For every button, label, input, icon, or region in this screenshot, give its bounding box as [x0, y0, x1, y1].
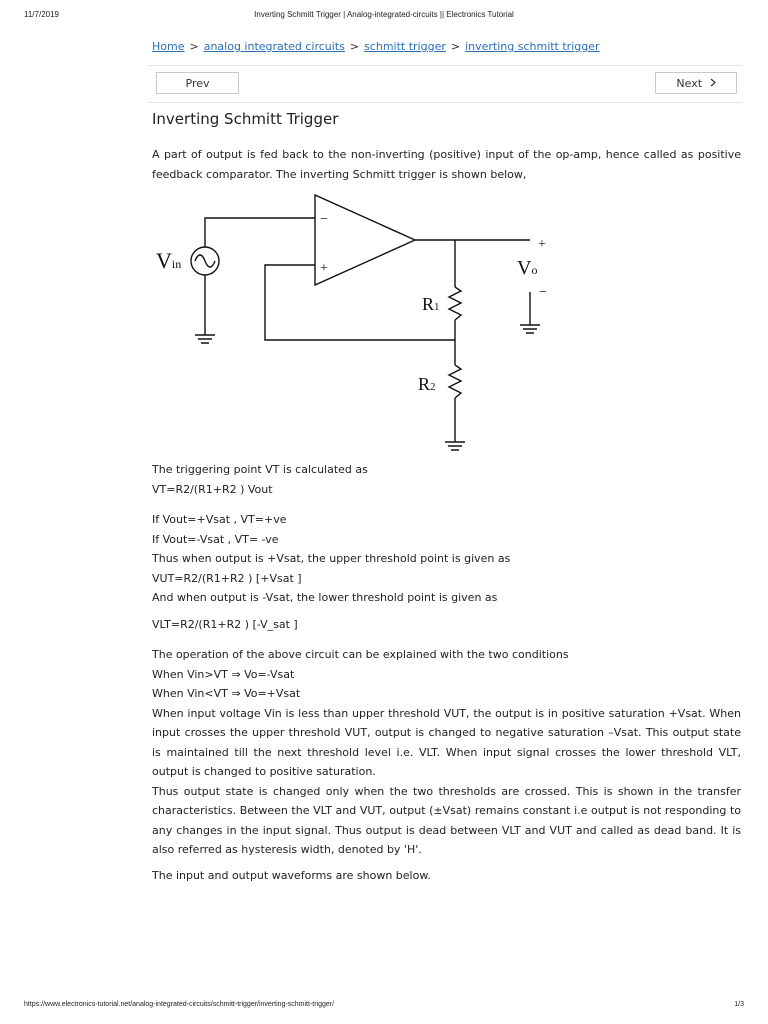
text-line: If Vout=+Vsat , VT=+ve: [152, 513, 287, 526]
text-line: Thus when output is +Vsat, the upper threshold point is given as: [152, 552, 511, 565]
print-page-number: 1/3: [734, 1001, 744, 1008]
inverting-schmitt-trigger-circuit-diagram: [150, 190, 560, 455]
breadcrumb-separator: >: [349, 40, 360, 53]
breadcrumb-inverting-schmitt-trigger[interactable]: inverting schmitt trigger: [465, 40, 600, 53]
next-button[interactable]: [655, 72, 737, 94]
page-title: Inverting Schmitt Trigger: [152, 110, 339, 128]
opamp-plus-label: +: [320, 261, 328, 276]
vlt-formula: [152, 615, 741, 635]
ground-symbol: [520, 325, 540, 333]
prev-label: Prev: [185, 77, 210, 90]
r2-resistor-symbol: [449, 365, 461, 398]
breadcrumb-separator: >: [189, 40, 199, 53]
breadcrumb-home[interactable]: Home: [152, 40, 185, 53]
text-line: The input and output waveforms are shown below.: [152, 869, 431, 882]
threshold-section: [152, 510, 741, 608]
opamp-minus-label: −: [320, 212, 328, 227]
print-date: 11/7/2019: [24, 10, 59, 19]
ground-symbol: [195, 335, 215, 343]
text-line: When Vin>VT ⇒ Vo=-Vsat: [152, 667, 295, 681]
r1-label: R1: [422, 294, 440, 314]
formula-line: VUT=R2/(R1+R2 ) [+Vsat ]: [152, 571, 302, 585]
print-url: https://www.electronics-tutorial.net/analog-integrated-circuits/schmitt-trigger/inverting-schmitt-trigger/: [24, 1001, 335, 1008]
r1-resistor-symbol: [449, 287, 461, 320]
formula-line: VLT=R2/(R1+R2 ) [-V_sat ]: [152, 618, 298, 631]
intro-text: A part of output is fed back to the non-inverting (positive) input of the op-amp, hence called as positive feedback comparator. The inverting Schmitt trigger is shown below,: [152, 148, 741, 181]
text-line: When Vin<VT ⇒ Vo=+Vsat: [152, 687, 301, 700]
breadcrumb-separator: >: [450, 40, 461, 53]
sine-symbol: [195, 255, 215, 267]
text-line: The triggering point VT is calculated as: [152, 463, 368, 476]
trigger-point-section: [152, 460, 741, 499]
breadcrumb-analog-integrated-circuits[interactable]: analog integrated circuits: [203, 40, 345, 53]
intro-paragraph: [152, 145, 741, 184]
chevron-right-icon: [710, 73, 716, 95]
output-plus-label: +: [538, 237, 546, 252]
next-label: Next: [676, 77, 703, 90]
transfer-paragraph: Thus output state is changed only when the two thresholds are crossed. This is shown in the transfer characteristics. Between the VLT and VUT, output (±Vsat) remains constant i.e output is not responding to any changes in the input signal. Thus output is dead between VLT and VUT and called as dead band. It is also referred as hysteresis width, denoted by 'H'.: [152, 784, 741, 856]
ground-symbol: [445, 442, 465, 450]
operation-section: [152, 645, 741, 860]
pager: [148, 65, 742, 103]
text-line: The operation of the above circuit can be explained with the two conditions: [152, 648, 569, 661]
breadcrumb: [152, 40, 600, 53]
prev-button[interactable]: [156, 72, 239, 94]
print-page-title: Inverting Schmitt Trigger | Analog-integrated-circuits || Electronics Tutorial: [254, 10, 514, 19]
r2-label: R2: [418, 374, 436, 394]
vo-label: Vo: [517, 257, 538, 279]
text-line: And when output is -Vsat, the lower threshold point is given as: [152, 591, 498, 604]
inverting-input-wire: [205, 218, 315, 247]
operation-paragraph: When input voltage Vin is less than upper threshold VUT, the output is in positive saturation +Vsat. When input crosses the upper threshold VUT, output is changed to negative saturation –Vsat. This output state is maintained till the next threshold level i.e. VLT. When input signal crosses the lower threshold VLT, output is changed to positive saturation.: [152, 706, 741, 778]
formula-line: VT=R2/(R1+R2 ) Vout: [152, 482, 273, 496]
vin-label: Vin: [156, 248, 182, 273]
output-minus-label: −: [539, 285, 547, 300]
text-line: If Vout=-Vsat , VT= -ve: [152, 532, 279, 546]
op-amp-symbol: [315, 195, 415, 285]
waveforms-intro: [152, 866, 741, 886]
breadcrumb-schmitt-trigger[interactable]: schmitt trigger: [364, 40, 446, 53]
